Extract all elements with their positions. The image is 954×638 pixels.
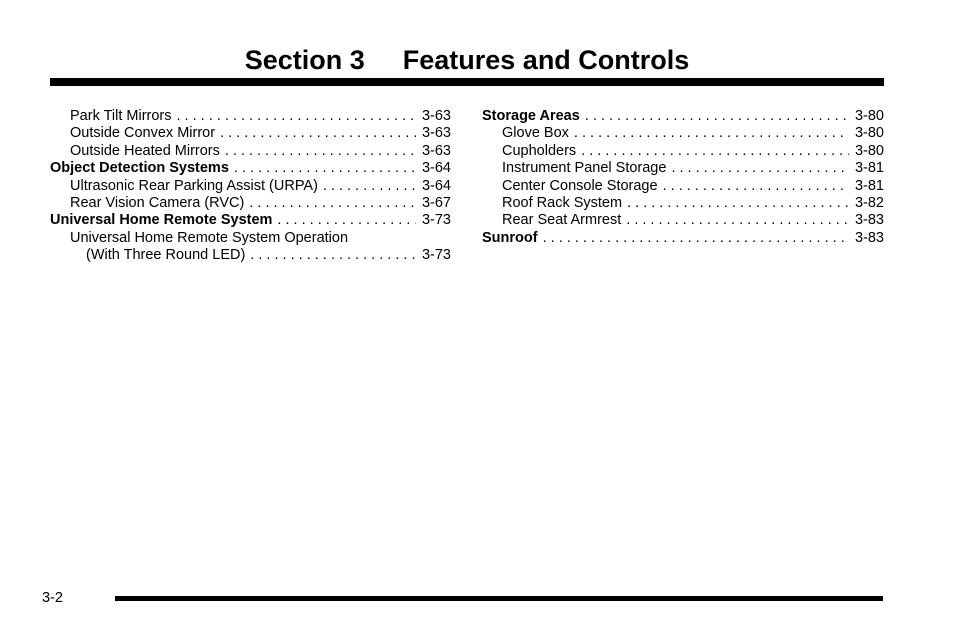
toc-entry-page: 3-64 — [421, 177, 451, 194]
toc-entry-label: (With Three Round LED) — [86, 247, 246, 264]
toc-right-column — [482, 108, 884, 247]
toc-entry-label: Sunroof — [482, 229, 538, 246]
toc-entry-label: Cupholders — [502, 142, 577, 159]
toc-entry-page: 3-63 — [421, 142, 451, 159]
toc-entry-page: 3-81 — [854, 177, 884, 194]
toc-entry — [50, 230, 451, 247]
footer-rule — [115, 596, 883, 601]
toc-dot-leader — [585, 108, 849, 125]
toc-dot-leader — [581, 143, 849, 160]
section-label: Section 3 — [244, 45, 365, 75]
toc-entry-label: Rear Seat Armrest — [502, 212, 622, 229]
toc-dot-leader — [225, 143, 416, 160]
toc-dot-leader — [220, 125, 416, 142]
toc-dot-leader — [574, 125, 849, 142]
toc-entry — [50, 125, 451, 142]
toc-entry-page: 3-73 — [421, 212, 451, 229]
toc-entry-page: 3-64 — [421, 160, 451, 177]
toc-entry-page: 3-63 — [421, 125, 451, 142]
toc-heading-entry — [482, 230, 884, 247]
toc-dot-leader — [234, 160, 416, 177]
toc-entry-label: Rear Vision Camera (RVC) — [70, 194, 245, 211]
toc-entry-page: 3-83 — [854, 212, 884, 229]
toc-left-column — [50, 108, 451, 265]
page-title — [50, 44, 884, 76]
toc-dot-leader — [626, 212, 849, 229]
toc-entry-page: 3-63 — [421, 108, 451, 124]
toc-entry-page: 3-80 — [854, 108, 884, 124]
toc-heading-entry — [50, 212, 451, 229]
toc-entry-label: Universal Home Remote System Operation — [70, 229, 349, 246]
toc-entry — [482, 195, 884, 212]
toc-entry — [50, 143, 451, 160]
toc-dot-leader — [543, 230, 849, 247]
toc-entry-label: Glove Box — [502, 125, 569, 142]
toc-entry-page: 3-82 — [854, 194, 884, 211]
toc-dot-leader — [663, 178, 849, 195]
toc-entry-label: Outside Convex Mirror — [70, 125, 216, 142]
toc-entry-label: Roof Rack System — [502, 194, 623, 211]
toc-entry-page: 3-73 — [421, 247, 451, 264]
toc-entry — [50, 195, 451, 212]
toc-entry-label: Outside Heated Mirrors — [70, 142, 220, 159]
toc-entry-label: Storage Areas — [482, 108, 580, 124]
toc-entry-label: Universal Home Remote System — [50, 212, 273, 229]
toc-entry — [482, 125, 884, 142]
toc-entry — [482, 178, 884, 195]
footer-page-number: 3-2 — [42, 590, 63, 606]
toc-dot-leader — [627, 195, 849, 212]
toc-entry-page: 3-80 — [854, 142, 884, 159]
toc-entry — [482, 212, 884, 229]
toc-entry — [482, 143, 884, 160]
toc-entry-label: Center Console Storage — [502, 177, 658, 194]
toc-heading-entry — [482, 108, 884, 125]
toc-dot-leader — [323, 178, 416, 195]
toc-entry-page: 3-81 — [854, 160, 884, 177]
toc-heading-entry — [50, 160, 451, 177]
toc-entry-label: Object Detection Systems — [50, 160, 229, 177]
header-rule — [50, 78, 884, 86]
toc-entry — [50, 247, 451, 264]
toc-dot-leader — [277, 212, 416, 229]
toc-entry-label: Instrument Panel Storage — [502, 160, 667, 177]
toc-entry-label: Ultrasonic Rear Parking Assist (URPA) — [70, 177, 318, 194]
toc-dot-leader — [177, 108, 416, 125]
toc-entry-label: Park Tilt Mirrors — [70, 108, 172, 124]
toc-dot-leader — [250, 247, 416, 264]
section-title: Features and Controls — [402, 45, 690, 75]
toc-entry — [482, 160, 884, 177]
toc-dot-leader — [671, 160, 849, 177]
toc-entry — [50, 178, 451, 195]
toc-dot-leader — [249, 195, 416, 212]
toc-entry-page: 3-67 — [421, 194, 451, 211]
toc-entry-page: 3-83 — [854, 229, 884, 246]
toc-entry-page: 3-80 — [854, 125, 884, 142]
toc-entry — [50, 108, 451, 125]
